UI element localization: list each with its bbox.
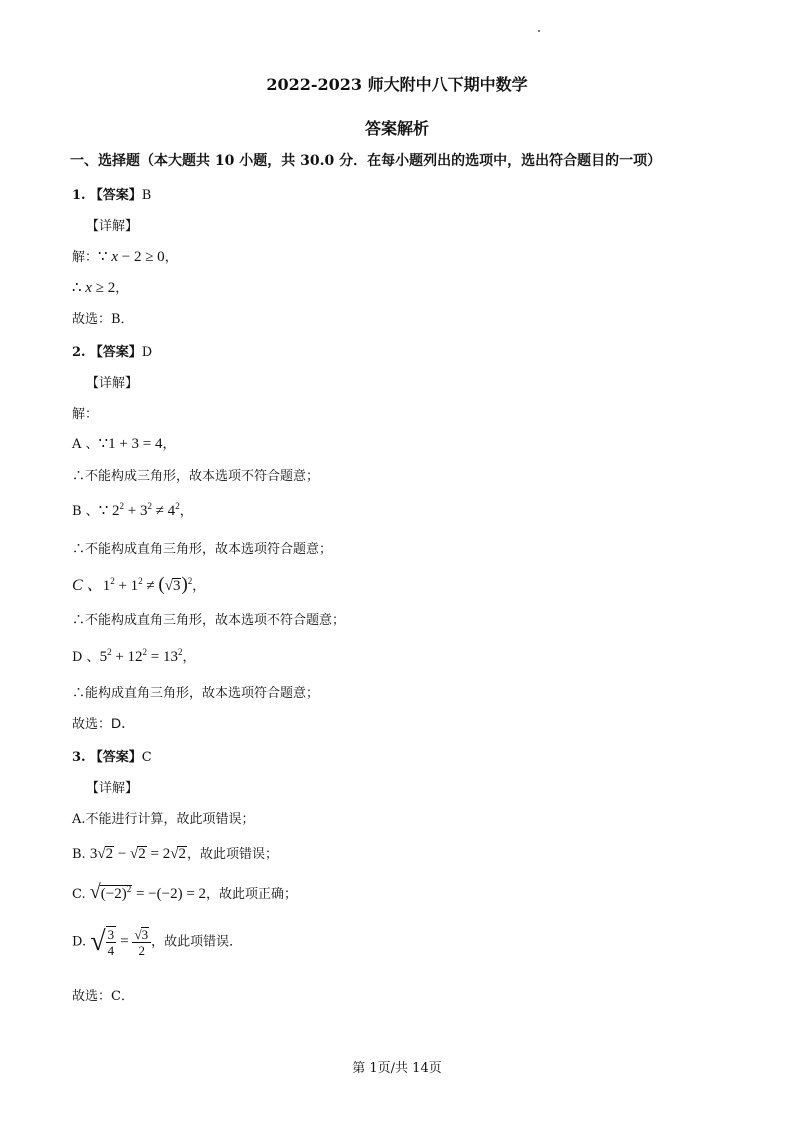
q3-option-a: A.不能进行计算，故此项错误；	[72, 812, 255, 827]
q3-number: 3.	[72, 750, 86, 765]
page-footer: 第 1页/共 14页	[352, 1061, 442, 1076]
solve-prefix: 解：	[72, 250, 99, 265]
q1-detail-tag: 【详解】	[86, 219, 139, 234]
q1-conclusion: 故选：B．	[72, 312, 134, 327]
q2-c-conclusion: ∴不能构成直角三角形，故本选项不符合题意；	[72, 613, 346, 628]
q3-b-label: B.	[72, 847, 86, 862]
q3-detail-tag: 【详解】	[86, 781, 139, 796]
q1-step-2: ∴ x ≥ 2，	[72, 280, 129, 296]
q2-b-conclusion: ∴不能构成直角三角形，故本选项符合题意；	[72, 542, 333, 557]
q3-b-tail: ，故此项错误；	[186, 847, 278, 862]
q2-d-conclusion: ∴能构成直角三角形，故本选项符合题意；	[72, 686, 320, 701]
q2-option-d: D 、$5^2 + 12^2 = 13^2$，	[72, 647, 196, 665]
q3-c-tail: ，故此项正确；	[206, 887, 298, 902]
q3-option-b: B. 3√2 − √2 = 2√2，故此项错误；	[72, 846, 278, 862]
answer-tag: 【答案】	[89, 345, 142, 360]
q2-solve: 解：	[72, 407, 99, 422]
q2-answer-line	[72, 341, 152, 360]
q2-final	[72, 713, 135, 733]
scan-dot	[538, 30, 540, 32]
q3-c-label: C.	[72, 887, 86, 902]
section-heading: 一、选择题（本大题共 10 小题，共 30.0 分．在每小题列出的选项中，选出符合题目的一项）	[70, 153, 662, 169]
q2-option-b: B 、∵ $2^2 + 3^2 \ne 4^2$，	[72, 501, 193, 519]
q3-answer: C	[141, 750, 152, 765]
q2-d-label: D 、	[72, 650, 100, 665]
q2-a-label: A 、	[72, 437, 99, 452]
q3-option-c: C. $√(-2)^2 = -(-2) = 2$，故此项正确；	[72, 881, 298, 903]
q2-answer: D	[141, 345, 153, 360]
q3-d-tail: ，故此项错误．	[151, 934, 243, 950]
document-subtitle: 答案解析	[364, 119, 429, 138]
q3-d-label: D.	[72, 934, 87, 950]
answer-tag: 【答案】	[89, 188, 142, 203]
q1-answer-line	[72, 184, 151, 203]
q3-answer-line	[72, 746, 152, 765]
q2-option-c: C 、$1^2 + 1^2 \ne (√3)^2$，	[72, 574, 206, 595]
q2-option-a: A 、∵1 + 3 = 4，	[72, 436, 176, 452]
q1-answer: B	[141, 188, 152, 203]
q1-step-1: 解：∵ x − 2 ≥ 0，	[72, 249, 178, 265]
q3-option-d: D. √ $\frac{3}{4}$ = $\frac{√3}{2}$ ，故此项错误．	[72, 926, 243, 958]
document-title: 2022-2023 师大附中八下期中数学	[266, 75, 528, 94]
q2-detail-tag: 【详解】	[86, 376, 139, 391]
q2-final-answer: D．	[111, 715, 136, 731]
q1-number: 1.	[72, 188, 86, 203]
q2-number: 2.	[72, 345, 86, 360]
q2-b-label: B 、	[72, 504, 99, 519]
q2-a-conclusion: ∴不能构成三角形，故本选项不符合题意；	[72, 469, 320, 484]
choose-prefix: 故选：	[72, 717, 112, 732]
answer-tag: 【答案】	[89, 750, 142, 765]
q2-c-label: C 、	[72, 577, 103, 594]
q3-final: 故选：C．	[72, 989, 134, 1004]
